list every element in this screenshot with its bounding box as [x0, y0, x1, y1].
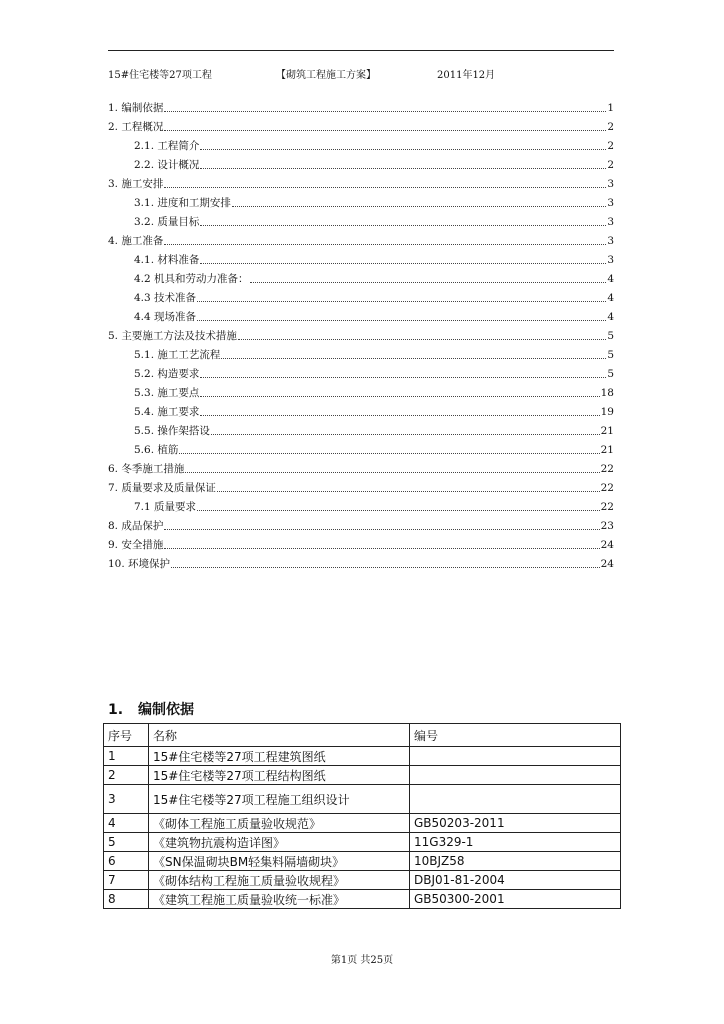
toc-leader-dots [221, 358, 606, 359]
toc-entry-page: 3 [607, 235, 614, 247]
toc-entry-label: 4. 施工准备 [108, 235, 164, 247]
toc-entry-label: 9. 安全措施 [108, 539, 164, 551]
toc-entry-label: 5.2. 构造要求 [134, 368, 200, 380]
toc-entry-page: 18 [600, 387, 614, 399]
toc-entry-label: 8. 成品保护 [108, 520, 164, 532]
toc-entry[interactable] [108, 324, 614, 343]
table-row [104, 852, 621, 871]
toc-leader-dots [211, 434, 600, 435]
toc-leader-dots [250, 282, 607, 283]
toc-entry[interactable] [108, 286, 614, 305]
toc-entry[interactable] [108, 457, 614, 476]
toc-entry-page: 5 [607, 349, 614, 361]
toc-entry-page: 4 [607, 273, 614, 285]
cell-code: 11G329-1 [410, 833, 621, 852]
toc-entry-label: 5.4. 施工要求 [134, 406, 200, 418]
toc-leader-dots [200, 168, 606, 169]
cell-name: 《建筑物抗震构造详图》 [149, 833, 410, 852]
toc-entry-label: 5.3. 施工要点 [134, 387, 200, 399]
toc-entry-label: 7. 质量要求及质量保证 [108, 482, 216, 494]
toc-entry-label: 5.5. 操作架搭设 [134, 425, 210, 437]
cell-name: 15#住宅楼等27项工程施工组织设计 [149, 785, 410, 814]
toc-entry[interactable] [108, 210, 614, 229]
toc-entry-page: 1 [607, 102, 614, 114]
toc-leader-dots [197, 510, 600, 511]
toc-entry-page: 22 [600, 463, 614, 475]
toc-leader-dots [217, 491, 600, 492]
cell-index: 7 [104, 871, 149, 890]
toc-entry-page: 3 [607, 197, 614, 209]
toc-leader-dots [164, 529, 599, 530]
toc-entry[interactable] [108, 191, 614, 210]
cell-name: 《SN保温砌块BM轻集料隔墙砌块》 [149, 852, 410, 871]
toc-entry-page: 19 [600, 406, 614, 418]
header-project: 15#住宅楼等27项工程 [108, 70, 212, 81]
toc-entry[interactable] [108, 172, 614, 191]
toc-entry[interactable] [108, 495, 614, 514]
table-row [104, 747, 621, 766]
toc-entry-label: 2. 工程概况 [108, 121, 164, 133]
toc-entry-page: 5 [607, 330, 614, 342]
toc-entry-label: 5. 主要施工方法及技术措施 [108, 330, 237, 342]
cell-code: DBJ01-81-2004 [410, 871, 621, 890]
toc-leader-dots [164, 244, 606, 245]
toc-entry[interactable] [108, 343, 614, 362]
toc-leader-dots [200, 377, 606, 378]
toc-entry[interactable] [108, 552, 614, 571]
toc-leader-dots [164, 130, 606, 131]
toc-entry[interactable] [108, 476, 614, 495]
toc-entry-label: 2.2. 设计概况 [134, 159, 200, 171]
table-row [104, 766, 621, 785]
toc-entry-label: 7.1 质量要求 [134, 501, 197, 513]
cell-index: 8 [104, 890, 149, 909]
cell-index: 3 [104, 785, 149, 814]
toc-entry-label: 6. 冬季施工措施 [108, 463, 185, 475]
toc-entry-label: 4.4 现场准备 [134, 311, 197, 323]
table-row [104, 871, 621, 890]
toc-entry-page: 24 [600, 539, 614, 551]
section-title: 编制依据 [138, 702, 194, 718]
page-footer: 第1页 共25页 [330, 955, 394, 966]
toc-entry-label: 4.1. 材料准备 [134, 254, 200, 266]
toc-entry-label: 5.1. 施工工艺流程 [134, 349, 221, 361]
cell-code: GB50300-2001 [410, 890, 621, 909]
cell-name: 《砌体结构工程施工质量验收规程》 [149, 871, 410, 890]
cell-code [410, 747, 621, 766]
toc-entry-page: 3 [607, 254, 614, 266]
toc-entry-page: 3 [607, 178, 614, 190]
toc-entry[interactable] [108, 115, 614, 134]
toc-leader-dots [200, 149, 606, 150]
toc-leader-dots [164, 111, 606, 112]
cell-code [410, 766, 621, 785]
cell-index: 4 [104, 814, 149, 833]
cell-index: 1 [104, 747, 149, 766]
toc-entry-label: 3.1. 进度和工期安排 [134, 197, 231, 209]
toc-entry[interactable] [108, 305, 614, 324]
toc-entry-page: 4 [607, 292, 614, 304]
cell-index: 5 [104, 833, 149, 852]
toc-entry[interactable] [108, 419, 614, 438]
toc-entry-page: 22 [600, 501, 614, 513]
toc-entry-label: 5.6. 植筋 [134, 444, 179, 456]
toc-entry-page: 23 [600, 520, 614, 532]
toc-entry[interactable] [108, 267, 614, 286]
toc-entry-label: 1. 编制依据 [108, 102, 164, 114]
header-doc-title: 【砌筑工程施工方案】 [276, 70, 376, 81]
toc-entry[interactable] [108, 362, 614, 381]
cell-name: 《建筑工程施工质量验收统一标准》 [149, 890, 410, 909]
cell-index: 2 [104, 766, 149, 785]
toc-entry-label: 10. 环境保护 [108, 558, 171, 570]
toc-entry[interactable] [108, 229, 614, 248]
table-header-row [104, 724, 621, 747]
toc-entry-page: 22 [600, 482, 614, 494]
toc-leader-dots [185, 472, 599, 473]
table-row [104, 785, 621, 814]
toc-entry-page: 24 [600, 558, 614, 570]
table-of-contents [108, 96, 614, 571]
toc-entry[interactable] [108, 153, 614, 172]
toc-leader-dots [197, 301, 606, 302]
toc-entry[interactable] [108, 134, 614, 153]
toc-entry[interactable] [108, 248, 614, 267]
toc-leader-dots [171, 567, 600, 568]
toc-leader-dots [200, 225, 606, 226]
toc-entry-page: 21 [600, 444, 614, 456]
table-row [104, 833, 621, 852]
toc-leader-dots [164, 187, 606, 188]
cell-name: 15#住宅楼等27项工程建筑图纸 [149, 747, 410, 766]
header-rule [108, 50, 614, 51]
toc-leader-dots [200, 415, 599, 416]
toc-entry[interactable] [108, 400, 614, 419]
section-number: 1. [108, 702, 124, 718]
toc-leader-dots [197, 320, 606, 321]
cell-name: 《砌体工程施工质量验收规范》 [149, 814, 410, 833]
cell-code: 10BJZ58 [410, 852, 621, 871]
cell-index: 6 [104, 852, 149, 871]
cell-code [410, 785, 621, 814]
header-cell-code: 编号 [410, 724, 621, 747]
toc-entry-page: 21 [600, 425, 614, 437]
toc-entry[interactable] [108, 514, 614, 533]
table-row [104, 814, 621, 833]
toc-entry[interactable] [108, 381, 614, 400]
toc-entry[interactable] [108, 96, 614, 115]
toc-entry-label: 2.1. 工程简介 [134, 140, 200, 152]
section-heading [108, 699, 194, 719]
toc-entry[interactable] [108, 533, 614, 552]
toc-entry-page: 2 [607, 140, 614, 152]
header-cell-name: 名称 [149, 724, 410, 747]
toc-entry-label: 3.2. 质量目标 [134, 216, 200, 228]
table-row [104, 890, 621, 909]
toc-entry-page: 2 [607, 159, 614, 171]
toc-entry-page: 5 [607, 368, 614, 380]
cell-code: GB50203-2011 [410, 814, 621, 833]
toc-entry-page: 2 [607, 121, 614, 133]
basis-table [103, 723, 621, 909]
cell-name: 15#住宅楼等27项工程结构图纸 [149, 766, 410, 785]
header-date: 2011年12月 [437, 70, 496, 81]
toc-entry-page: 3 [607, 216, 614, 228]
toc-leader-dots [179, 453, 599, 454]
toc-entry-label: 4.3 技术准备 [134, 292, 197, 304]
toc-entry-label: 3. 施工安排 [108, 178, 164, 190]
toc-leader-dots [164, 548, 599, 549]
header-cell-index: 序号 [104, 724, 149, 747]
toc-entry[interactable] [108, 438, 614, 457]
toc-entry-page: 4 [607, 311, 614, 323]
toc-entry-label: 4.2 机具和劳动力准备： [134, 273, 249, 285]
toc-leader-dots [238, 339, 606, 340]
toc-leader-dots [232, 206, 606, 207]
toc-leader-dots [200, 396, 599, 397]
toc-leader-dots [200, 263, 606, 264]
